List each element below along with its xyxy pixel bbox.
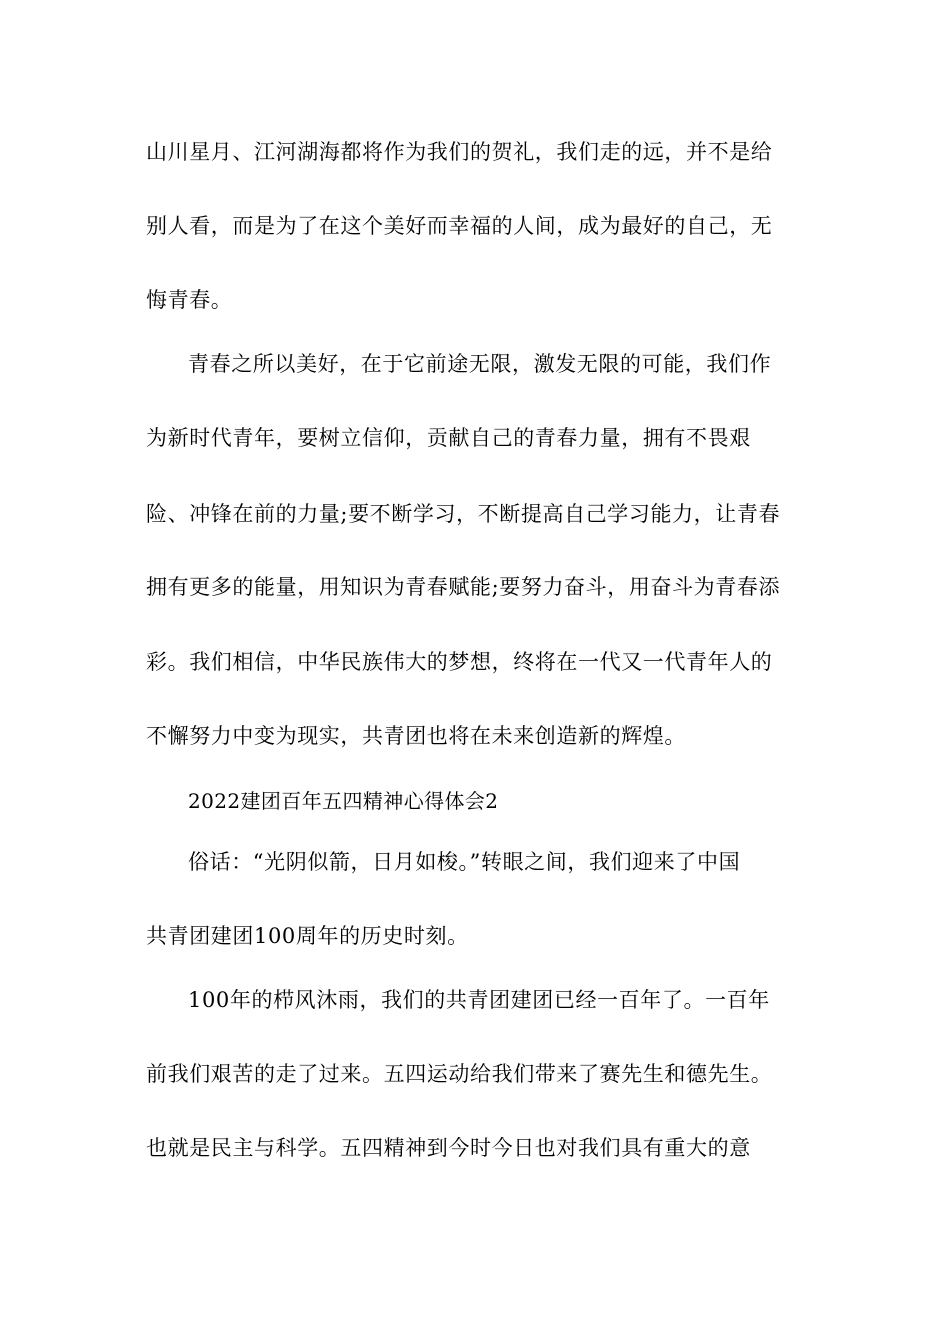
paragraph-2-line-4: 拥有更多的能量，用知识为青春赋能;要努力奋斗，用奋斗为青春添 xyxy=(146,575,781,599)
paragraph-2-line-3: 险、冲锋在前的力量;要不断学习，不断提高自己学习能力，让青春 xyxy=(146,502,781,526)
paragraph-3-line-2: 共青团建团100周年的历史时刻。 xyxy=(146,924,469,948)
paragraph-1-line-1: 山川星月、江河湖海都将作为我们的贺礼，我们走的远，并不是给 xyxy=(146,140,773,164)
paragraph-3-line-1: 俗话：“光阴似箭，日月如梭。”转眼之间，我们迎来了中国 xyxy=(188,850,741,874)
paragraph-2-line-2: 为新时代青年，要树立信仰，贡献自己的青春力量，拥有不畏艰 xyxy=(146,426,751,450)
paragraph-2-line-1: 青春之所以美好，在于它前途无限，激发无限的可能，我们作 xyxy=(188,352,772,376)
paragraph-1-line-3: 悔青春。 xyxy=(146,288,233,312)
paragraph-4-line-2: 前我们艰苦的走了过来。五四运动给我们带来了赛先生和德先生。 xyxy=(146,1062,773,1086)
paragraph-4-line-3: 也就是民主与科学。五四精神到今时今日也对我们具有重大的意 xyxy=(146,1136,751,1160)
paragraph-1-line-2: 别人看，而是为了在这个美好而幸福的人间，成为最好的自己，无 xyxy=(146,214,773,238)
paragraph-4-line-1: 100年的栉风沐雨，我们的共青团建团已经一百年了。一百年 xyxy=(188,988,770,1012)
section-heading: 2022建团百年五四精神心得体会2 xyxy=(188,789,499,813)
paragraph-2-line-6: 不懈努力中变为现实，共青团也将在未来创造新的辉煌。 xyxy=(146,724,686,748)
paragraph-2-line-5: 彩。我们相信，中华民族伟大的梦想，终将在一代又一代青年人的 xyxy=(146,650,773,674)
